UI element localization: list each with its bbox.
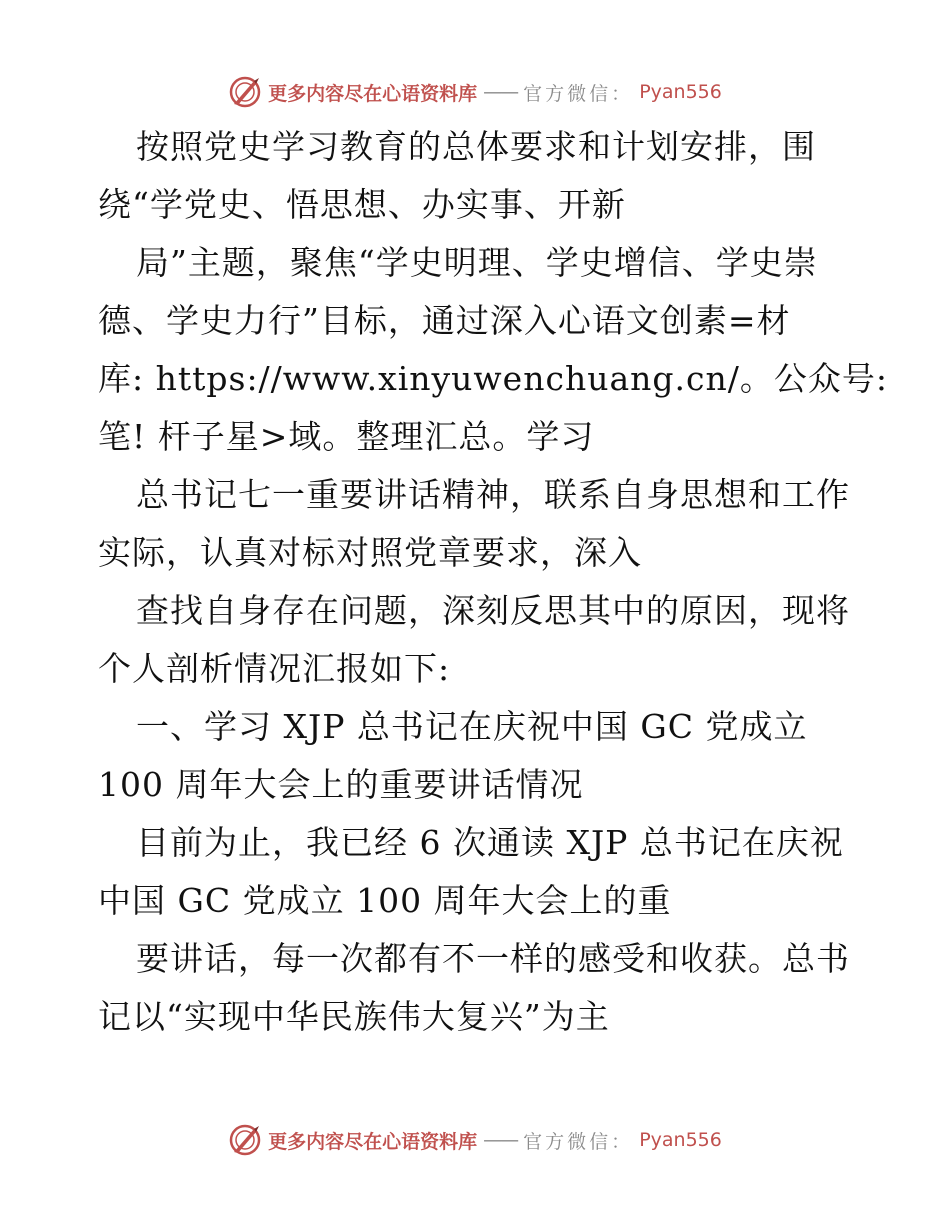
banner-wechat-id: Pyan556 <box>639 1129 722 1151</box>
banner-main-text: 更多内容尽在心语资料库 <box>268 82 478 105</box>
section-heading: 一、学习 XJP 总书记在庆祝中国 GC 党成立 <box>136 707 808 746</box>
body-line: 中国 GC 党成立 100 周年大会上的重 <box>98 881 672 920</box>
banner-dash: —— <box>483 1129 518 1151</box>
body-line: 记以“实现中华民族伟大复兴”为主 <box>98 997 610 1036</box>
body-line: 笔! 杆子星>域。整理汇总。学习 <box>98 417 595 456</box>
body-line: 总书记七一重要讲话精神，联系自身思想和工作 <box>136 475 850 514</box>
banner-wechat-label: 官方微信： <box>523 82 634 105</box>
body-line: 局”主题，聚焦“学史明理、学史增信、学史崇 <box>136 243 818 282</box>
header-banner <box>0 72 950 112</box>
body-line: 按照党史学习教育的总体要求和计划安排，围 <box>136 127 816 166</box>
banner-main-text: 更多内容尽在心语资料库 <box>268 1130 478 1153</box>
body-line: 查找自身存在问题，深刻反思其中的原因，现将 <box>136 591 850 630</box>
body-line: 库: https://www.xinyuwenchuang.cn/。公众号: <box>98 359 888 398</box>
banner-wechat-id: Pyan556 <box>639 81 722 103</box>
body-line: 要讲话，每一次都有不一样的感受和收获。总书 <box>136 939 850 978</box>
section-heading-continued: 100 周年大会上的重要讲话情况 <box>98 765 584 804</box>
body-line: 个人剖析情况汇报如下: <box>98 649 451 688</box>
body-line: 德、学史力行”目标，通过深入心语文创素=材 <box>98 301 791 340</box>
quill-logo-icon <box>228 75 262 109</box>
body-line: 实际，认真对标对照党章要求，深入 <box>98 533 642 572</box>
banner-wechat-label: 官方微信： <box>523 1130 634 1153</box>
body-line: 绕“学党史、悟思想、办实事、开新 <box>98 185 626 224</box>
quill-logo-icon <box>228 1123 262 1157</box>
footer-banner <box>0 1120 950 1160</box>
body-line: 目前为止，我已经 6 次通读 XJP 总书记在庆祝 <box>136 823 844 862</box>
banner-dash: —— <box>483 81 518 103</box>
document-body <box>98 118 888 1046</box>
